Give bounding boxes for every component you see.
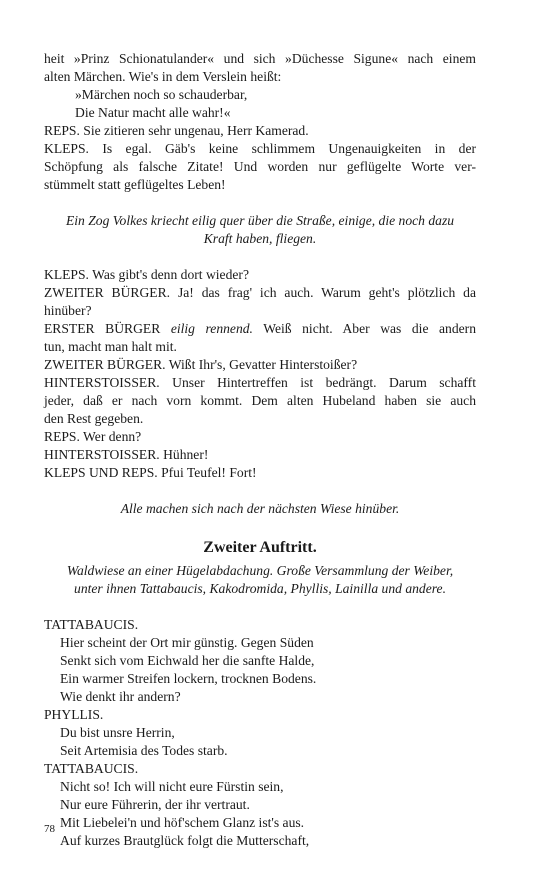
text-line: KLEPS UND REPS. Pfui Teufel! Fort!: [44, 465, 257, 480]
text-line: Waldwiese an einer Hügelabdachung. Große Versammlung der Weiber,: [66, 563, 454, 578]
verse-line: Mit Liebelei'n und höf'schem Glanz ist's aus.: [60, 815, 305, 830]
stage-direction-3: [44, 562, 476, 598]
text-line: unter ihnen Tattabaucis, Kakodromida, Phyllis, Lainilla und andere.: [74, 581, 446, 596]
text-line: jeder, daß er nach vorn kommt. Dem alten Hubeland haben sie auch: [44, 393, 476, 408]
verse-line: Ein warmer Streifen lockern, trocknen Bodens.: [60, 671, 317, 686]
page-number: 78: [44, 823, 55, 835]
text-line: REPS. Wer denn?: [44, 429, 142, 444]
stage-direction-2: Alle machen sich nach der nächsten Wiese hinüber.: [120, 501, 400, 516]
text-line: »Märchen noch so schauderbar,: [75, 87, 248, 102]
line-text: Weiß nicht. Aber was die andern: [252, 321, 476, 336]
verse-line: Du bist unsre Herrin,: [60, 725, 175, 740]
text-line: TATTABAUCIS.: [44, 761, 139, 776]
text-line: Die Natur macht alle wahr!«: [75, 105, 231, 120]
spacer: [44, 518, 476, 536]
spacer: [44, 598, 476, 616]
text-line: heit »Prinz Schionatulander« und sich »Düchesse Sigune« nach einem: [44, 51, 476, 66]
text-line: PHYLLIS.: [44, 707, 104, 722]
text-line: HINTERSTOISSER. Unser Hintertreffen ist bedrängt. Darum schafft: [44, 375, 476, 390]
text-line: Ein Zog Volkes kriecht eilig quer über die Straße, einige, die noch dazu: [65, 213, 455, 228]
text-line: tun, macht man halt mit.: [44, 339, 177, 354]
text-line: ZWEITER BÜRGER. Wißt Ihr's, Gevatter Hinterstoißer?: [44, 357, 358, 372]
text-line: alten Märchen. Wie's in dem Verslein heißt:: [44, 69, 282, 84]
verse-block: [44, 616, 476, 850]
text-line: ZWEITER BÜRGER. Ja! das frag' ich auch. Warum geht's plötzlich da: [44, 285, 476, 300]
spacer: [44, 194, 476, 212]
verse-line: Senkt sich vom Eichwald her die sanfte Halde,: [60, 653, 315, 668]
scene-heading: Zweiter Auftritt.: [203, 539, 317, 556]
spacer: [44, 482, 476, 500]
text-line: den Rest gegeben.: [44, 411, 144, 426]
text-line: Kraft haben, fliegen.: [203, 231, 317, 246]
text-line: [44, 320, 476, 338]
spacer: [44, 248, 476, 266]
dialogue-block-2: [44, 266, 476, 482]
verse-line: Auf kurzes Brautglück folgt die Mutterschaft,: [60, 833, 310, 848]
verse-line: Hier scheint der Ort mir günstig. Gegen Süden: [60, 635, 314, 650]
text-line: KLEPS. Was gibt's denn dort wieder?: [44, 267, 249, 282]
text-line: hinüber?: [44, 303, 92, 318]
speaker-text: ERSTER BÜRGER: [44, 321, 171, 336]
text-line: stümmelt statt geflügeltes Leben!: [44, 177, 226, 192]
stage-direction-1: [44, 212, 476, 248]
text-line: HINTERSTOISSER. Hühner!: [44, 447, 209, 462]
dialogue-block-1: [44, 50, 476, 194]
verse-line: Nur eure Führerin, der ihr vertraut.: [60, 797, 250, 812]
text-line: Schöpfung als falsche Zitate! Und worden nur geflügelte Worte ver-: [44, 159, 476, 174]
page-body: [44, 50, 476, 850]
verse-line: Nicht so! Ich will nicht eure Fürstin sein,: [60, 779, 284, 794]
text-line: KLEPS. Is egal. Gäb's keine schlimmem Ungenauigkeiten in der: [44, 141, 476, 156]
inline-stage-direction: eilig rennend.: [170, 321, 253, 336]
verse-line: Wie denkt ihr andern?: [60, 689, 181, 704]
text-line: REPS. Sie zitieren sehr ungenau, Herr Kamerad.: [44, 123, 309, 138]
text-line: TATTABAUCIS.: [44, 617, 139, 632]
verse-line: Seit Artemisia des Todes starb.: [60, 743, 228, 758]
